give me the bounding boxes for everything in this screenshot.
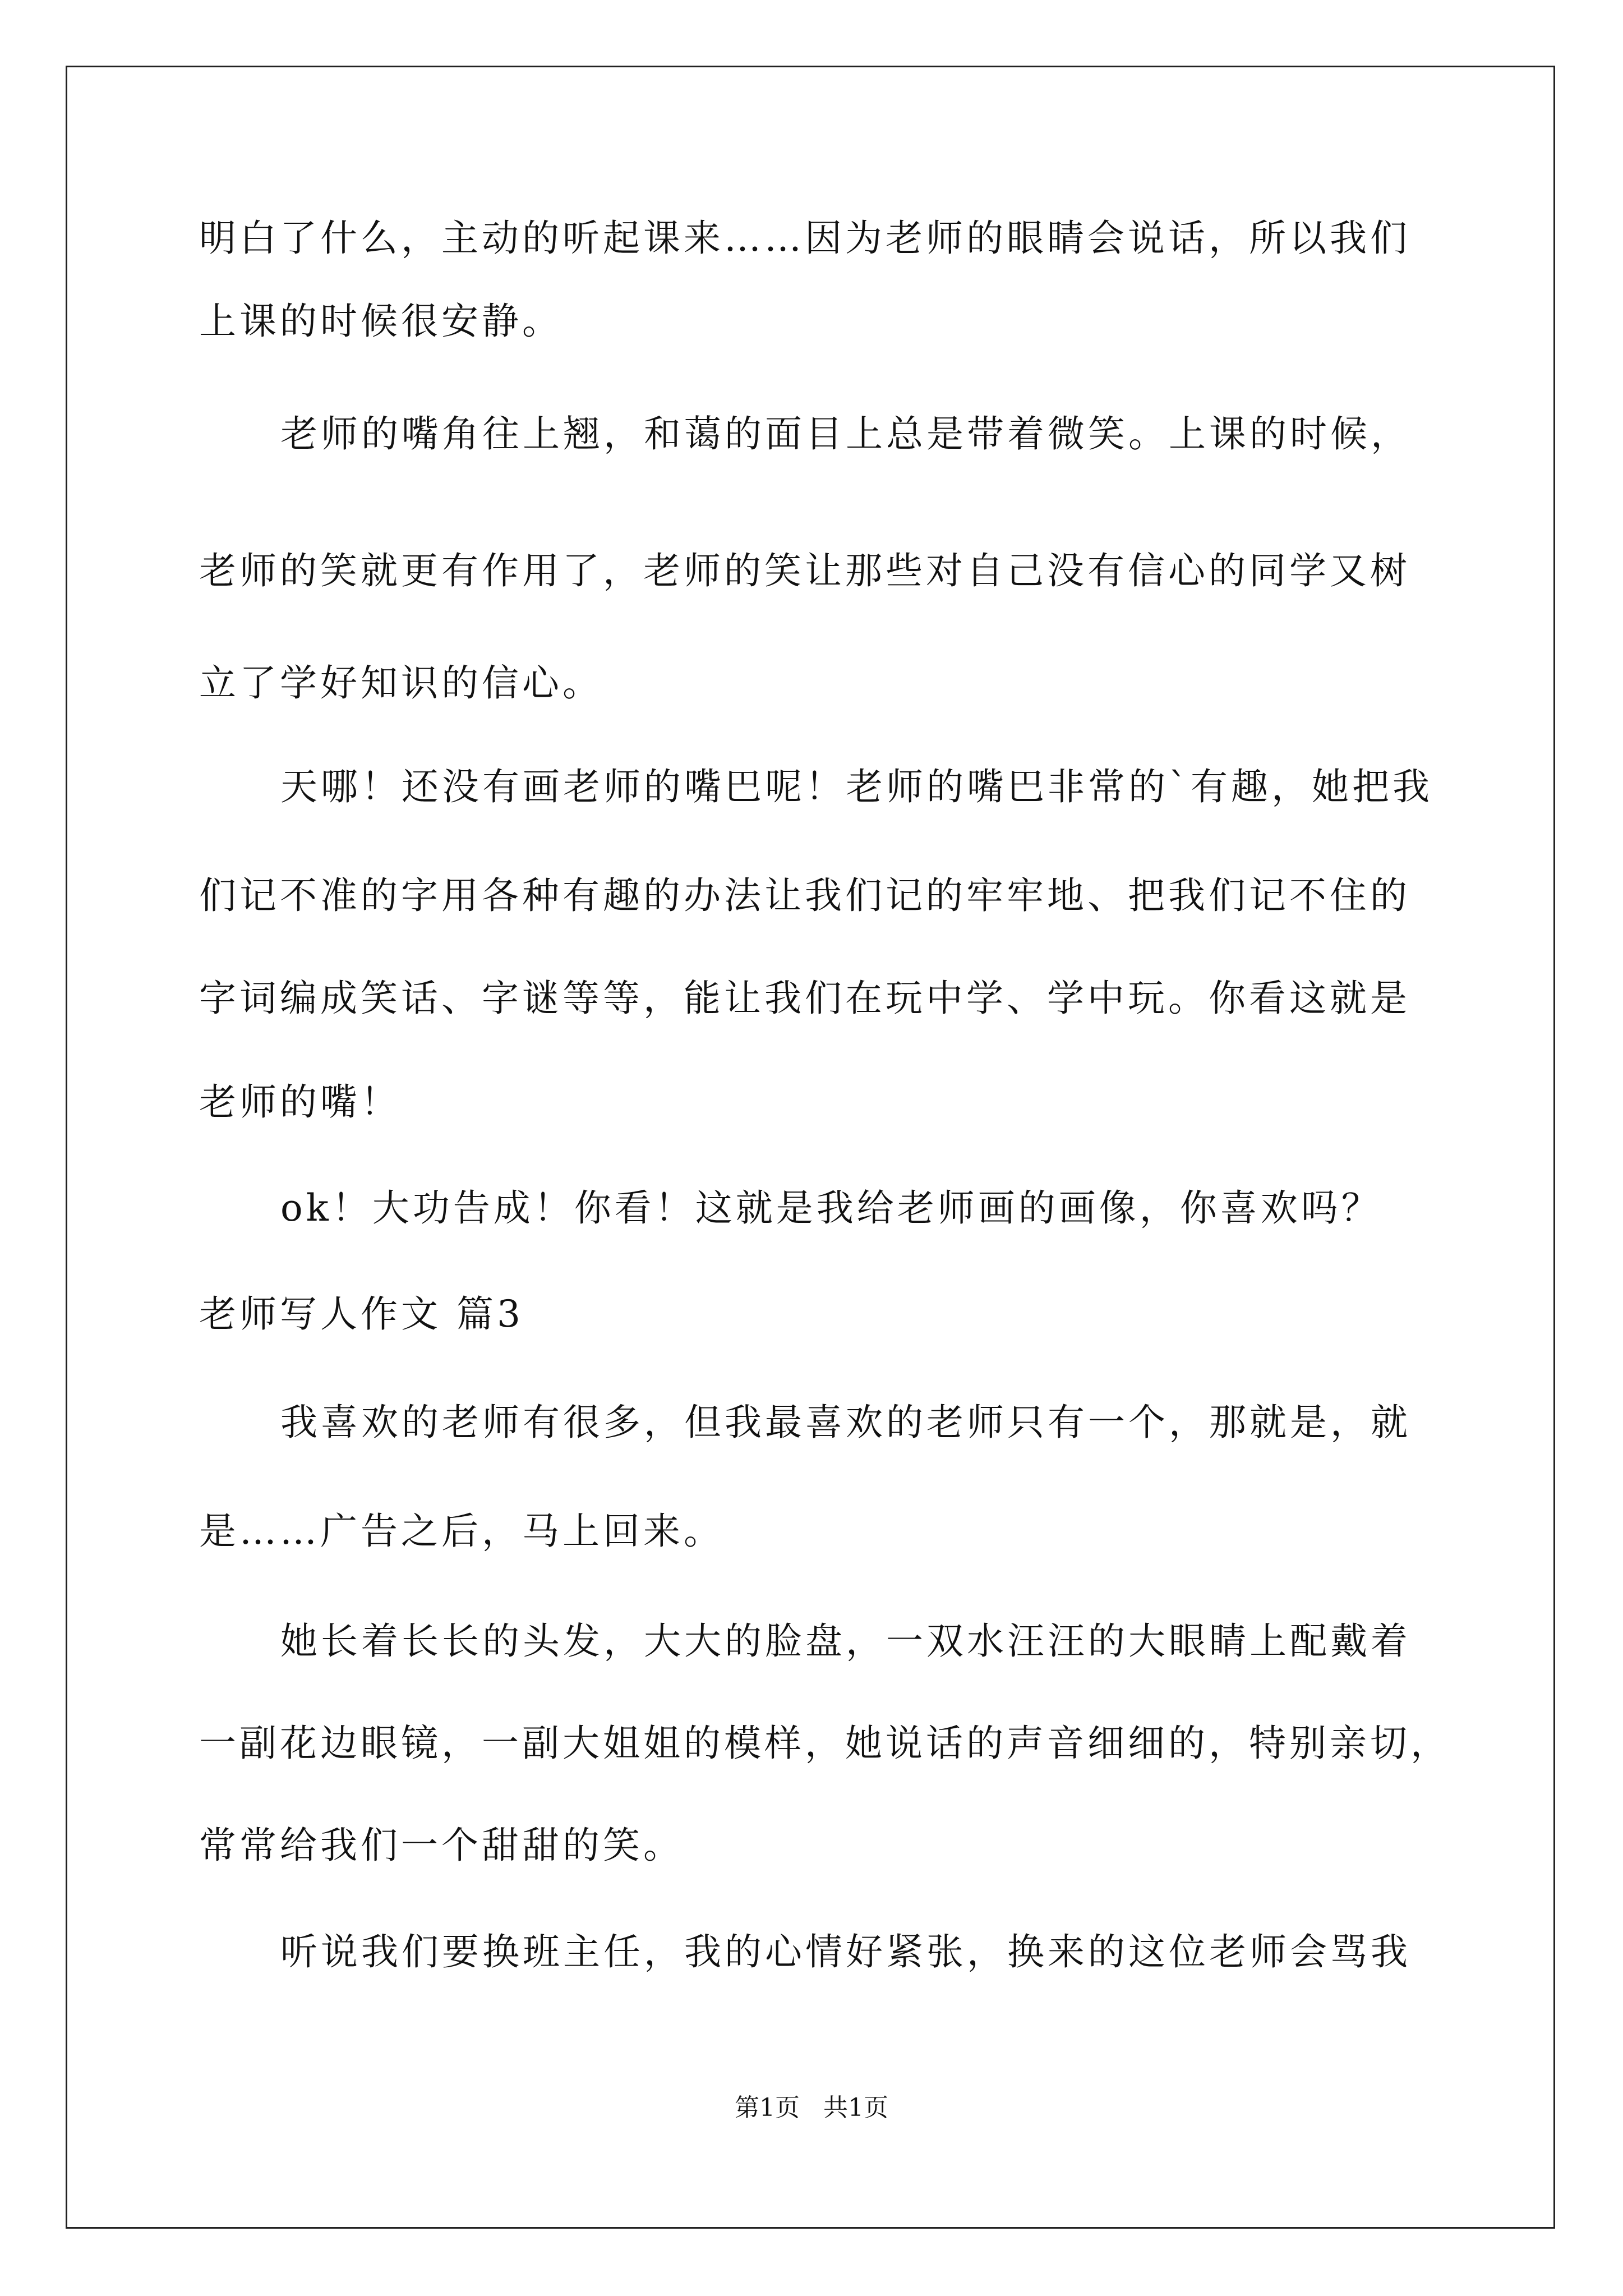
section-heading: 老师写人作文 篇3 (199, 1292, 524, 1336)
body-line-12: 是……广告之后，马上回来。 (199, 1510, 724, 1553)
body-line-5: 立了学好知识的信心。 (199, 661, 603, 705)
page-number-footer: 第1页 共1页 (735, 2093, 888, 2122)
body-line-11: 我喜欢的老师有很多，但我最喜欢的老师只有一个，那就是，就 (280, 1401, 1411, 1444)
body-line-9: 老师的嘴！ (199, 1080, 401, 1124)
body-line-8: 字词编成笑话、字谜等等，能让我们在玩中学、学中玩。你看这就是 (199, 977, 1410, 1020)
body-line-1: 明白了什么，主动的听起课来……因为老师的眼睛会说话，所以我们 (199, 217, 1410, 260)
body-line-10: ok！大功告成！你看！这就是我给老师画的画像，你喜欢吗？ (280, 1186, 1382, 1230)
body-line-15: 常常给我们一个甜甜的笑。 (199, 1824, 684, 1867)
page-border (66, 66, 1555, 2229)
body-line-7: 们记不准的字用各种有趣的办法让我们记的牢牢地、把我们记不住的 (199, 874, 1410, 917)
body-line-6: 天哪！还没有画老师的嘴巴呢！老师的嘴巴非常的`有趣，她把我 (280, 765, 1433, 808)
body-line-3: 老师的嘴角往上翘，和蔼的面目上总是带着微笑。上课的时候， (280, 412, 1411, 455)
body-line-16: 听说我们要换班主任，我的心情好紧张，换来的这位老师会骂我 (280, 1930, 1411, 1973)
body-line-13: 她长着长长的头发，大大的脸盘，一双水汪汪的大眼睛上配戴着 (280, 1619, 1411, 1663)
body-line-14: 一副花边眼镜，一副大姐姐的模样，她说话的声音细细的，特别亲切， (199, 1722, 1451, 1765)
body-line-2: 上课的时候很安静。 (199, 300, 562, 343)
body-line-4: 老师的笑就更有作用了，老师的笑让那些对自己没有信心的同学又树 (199, 549, 1410, 592)
